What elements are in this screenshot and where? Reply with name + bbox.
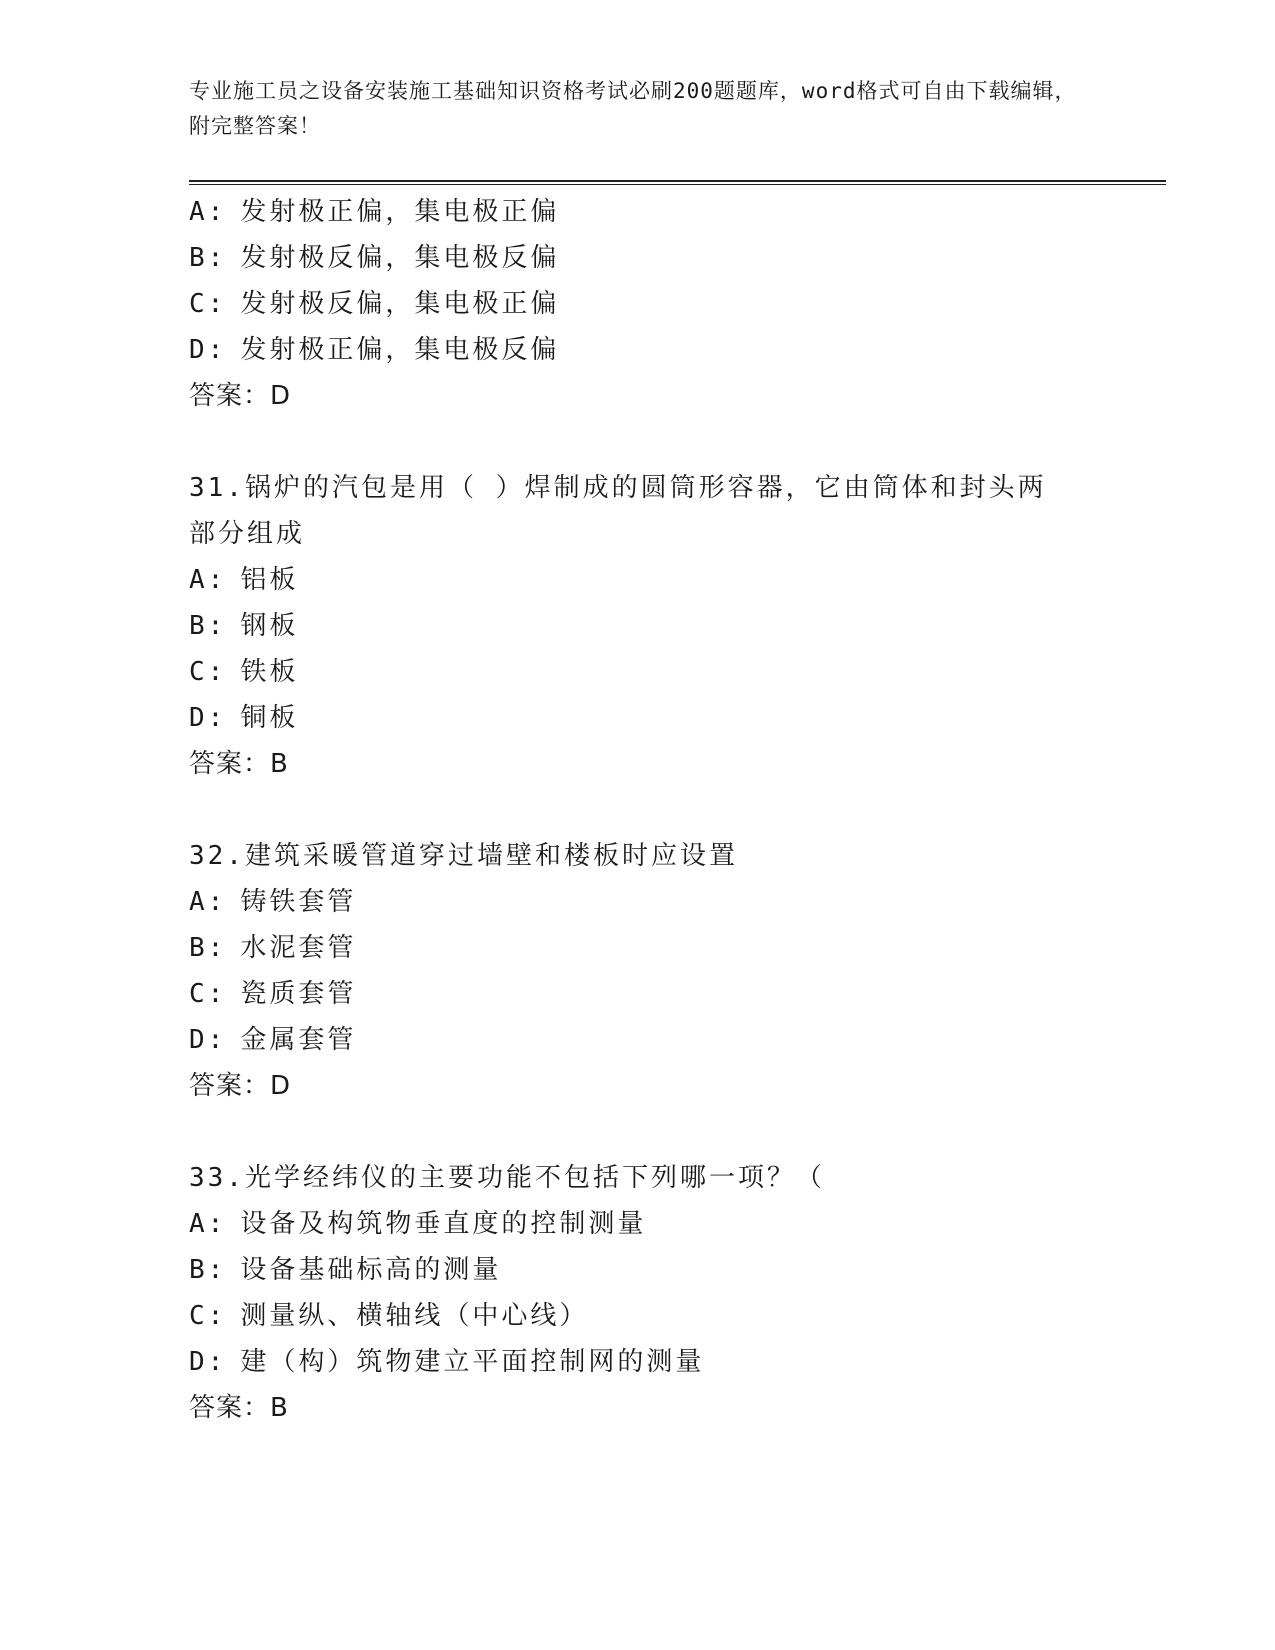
- option-c: C: 测量纵、横轴线（中心线）: [189, 1301, 589, 1331]
- answer-line: 答案：D: [189, 1071, 292, 1101]
- option-b: B: 设备基础标高的测量: [189, 1255, 502, 1285]
- option-c: C: 铁板: [189, 657, 299, 687]
- question-block-33: [189, 1155, 1089, 1431]
- option-d: D: 建（构）筑物建立平面控制网的测量: [189, 1347, 705, 1377]
- option-d: D: 金属套管: [189, 1025, 357, 1055]
- header-divider: [189, 180, 1166, 185]
- option-a: A: 发射极正偏，集电极正偏: [189, 197, 560, 227]
- question-block-32: [189, 833, 1089, 1109]
- option-a: A: 设备及构筑物垂直度的控制测量: [189, 1209, 647, 1239]
- answer-line: 答案：B: [189, 749, 289, 779]
- option-a: A: 铸铁套管: [189, 887, 357, 917]
- option-b: B: 钢板: [189, 611, 299, 641]
- answer-line: 答案：D: [189, 381, 292, 411]
- question-list: [189, 189, 1089, 1431]
- option-b: B: 发射极反偏，集电极反偏: [189, 243, 560, 273]
- page-header: [189, 74, 1089, 144]
- question-block-31: [189, 465, 1089, 787]
- answer-line: 答案：B: [189, 1393, 289, 1423]
- question-stem: 33.光学经纬仪的主要功能不包括下列哪一项？（: [189, 1163, 825, 1193]
- question-stem: 32.建筑采暖管道穿过墙壁和楼板时应设置: [189, 841, 738, 871]
- question-block-continued: [189, 189, 1089, 419]
- option-c: C: 发射极反偏，集电极正偏: [189, 289, 560, 319]
- option-b: B: 水泥套管: [189, 933, 357, 963]
- option-d: D: 发射极正偏，集电极反偏: [189, 335, 560, 365]
- option-c: C: 瓷质套管: [189, 979, 357, 1009]
- spacer: [189, 787, 1089, 833]
- spacer: [189, 419, 1089, 465]
- question-stem: 31.锅炉的汽包是用（ ）焊制成的圆筒形容器，它由筒体和封头两部分组成: [189, 473, 1047, 549]
- spacer: [189, 1109, 1089, 1155]
- option-d: D: 铜板: [189, 703, 299, 733]
- header-text: 专业施工员之设备安装施工基础知识资格考试必刷200题题库，word格式可自由下载编辑，附完整答案！: [189, 79, 1077, 138]
- option-a: A: 铝板: [189, 565, 299, 595]
